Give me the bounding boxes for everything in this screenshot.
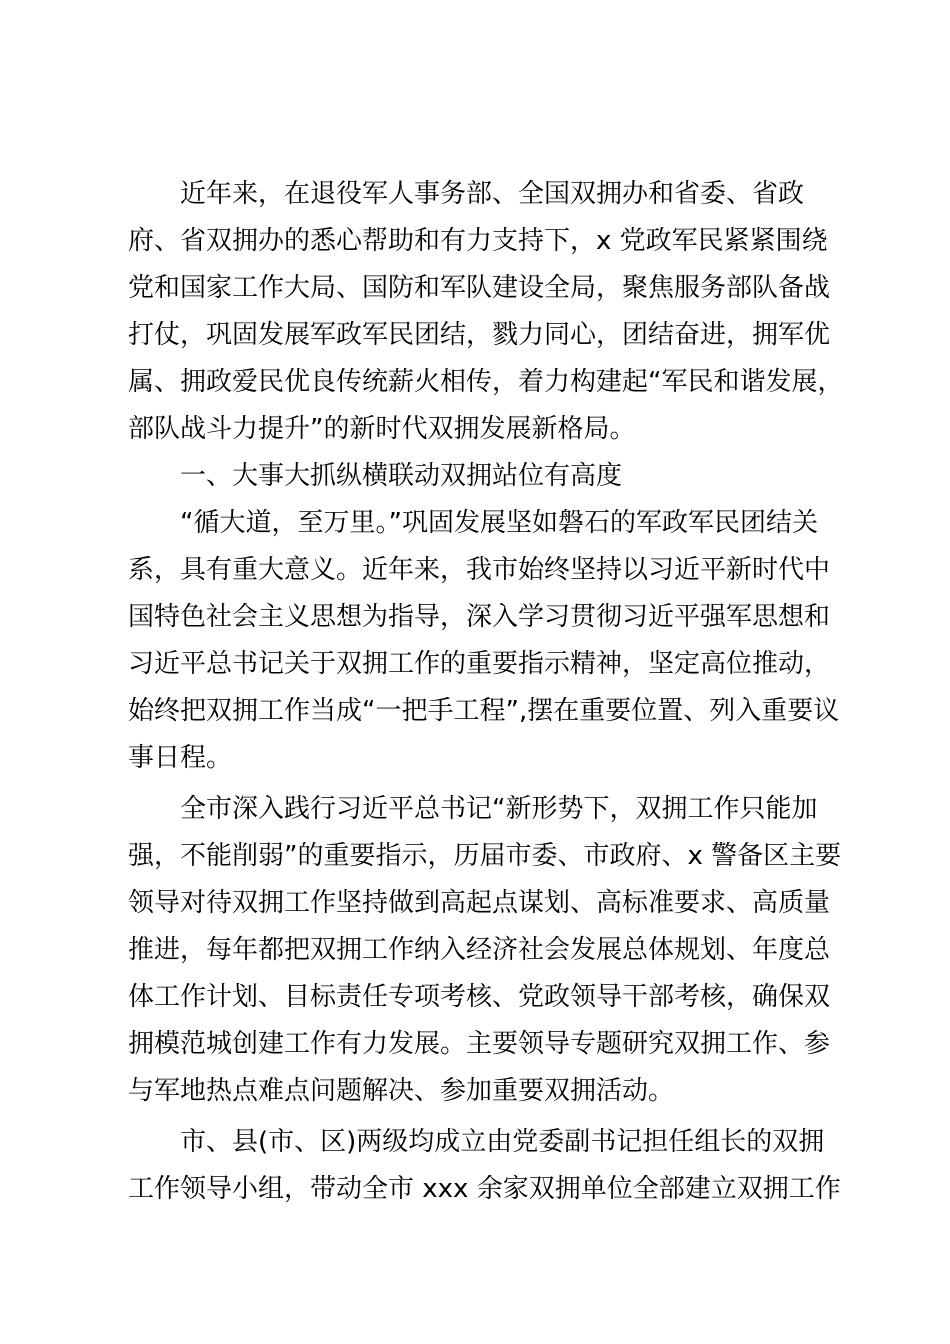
paragraph-third [128,786,842,1115]
heading-line: 一、大事大抓纵横联动双拥站位有高度 [180,461,623,491]
paragraph-line: 推进，每年都把双拥工作纳入经济社会发展总体规划、年度总 [128,935,831,965]
paragraph-line: 党和国家工作大局、国防和军队建设全局，聚焦服务部队备战 [128,273,831,303]
paragraph-line: “循大道，至万里。”巩固发展坚如磐石的军政军民团结关 [180,508,818,538]
paragraph-second [128,500,840,782]
paragraph-line: 习近平总书记关于双拥工作的重要指示精神，坚定高位推动， [128,649,831,679]
paragraph-line: 始终把双拥工作当成“一把手工程”,摆在重要位置、列入重要议 [128,696,840,726]
paragraph-line: 全市深入践行习近平总书记“新形势下，双拥工作只能加 [180,794,818,824]
paragraph-line: 拥模范城创建工作有力发展。主要领导专题研究双拥工作、参 [128,1029,831,1059]
paragraph-line: 体工作计划、目标责任专项考核、党政领导干部考核，确保双 [128,982,831,1012]
paragraph-line: 事日程。 [128,743,233,773]
paragraph-line: 工作领导小组，带动全市 xxx 余家双拥单位全部建立双拥工作 [128,1174,841,1204]
paragraph-line: 国特色社会主义思想为指导，深入学习贯彻习近平强军思想和 [128,602,831,632]
paragraph-line: 系，具有重大意义。近年来，我市始终坚持以习近平新时代中 [128,555,831,585]
paragraph-intro [128,171,844,453]
paragraph-line: 领导对待双拥工作坚持做到高起点谋划、高标准要求、高质量 [128,888,831,918]
document-body [128,171,844,1213]
paragraph-line: 市、县(市、区)两级均成立由党委副书记担任组长的双拥 [180,1127,825,1157]
paragraph-line: 属、拥政爱民优良传统薪火相传，着力构建起“军民和谐发展， [128,367,844,397]
paragraph-line: 部队战斗力提升”的新时代双拥发展新格局。 [128,414,636,444]
section-heading [128,453,828,500]
paragraph-line: 近年来，在退役军人事务部、全国双拥办和省委、省政 [180,179,805,209]
paragraph-line: 与军地热点难点问题解决、参加重要双拥活动。 [128,1076,675,1106]
paragraph-line: 府、省双拥办的悉心帮助和有力支持下，x 党政军民紧紧围绕 [128,226,828,256]
paragraph-line: 强，不能削弱”的重要指示，历届市委、市政府、x 警备区主要 [128,841,842,871]
paragraph-fourth [128,1119,841,1213]
paragraph-line: 打仗，巩固发展军政军民团结，戮力同心，团结奋进，拥军优 [128,320,831,350]
